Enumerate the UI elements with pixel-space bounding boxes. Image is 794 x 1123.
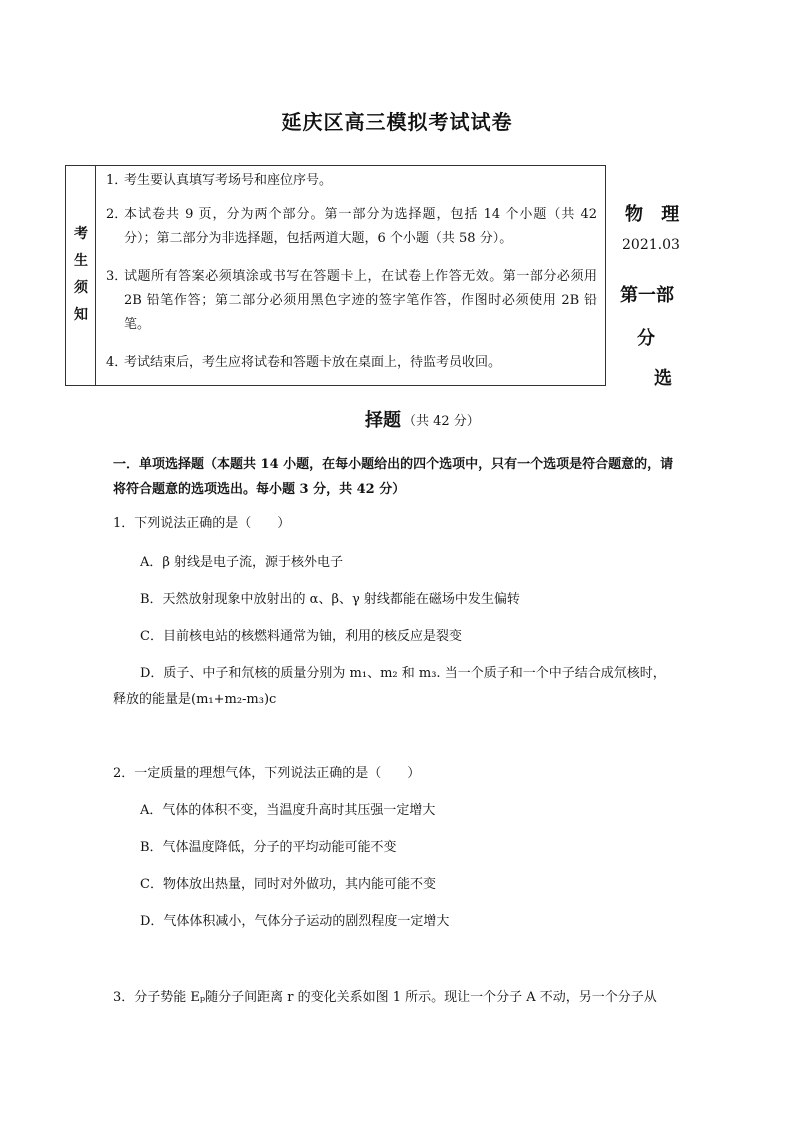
part-heading-score: （共 42 分） [403,414,480,429]
question-3-stem: 3．分子势能 Eₚ随分子间距离 r 的变化关系如图 1 所示。现让一个分子 A 不动，另一个分子从 [113,990,657,1005]
exam-title: 延庆区高三模拟考试试卷 [281,110,513,134]
question-2-option-a: A．气体的体积不变，当温度升高时其压强一定增大 [140,803,436,818]
notice-item [106,265,597,337]
notice-label-char: 知 [74,307,88,323]
notice-item [106,351,597,375]
notice-item-text: 本试卷共 9 页，分为两个部分。第一部分为选择题，包括 14 个小题（共 42 分）；第二部分为非选择题，包括两道大题，6 个小题（共 58 分）。 [124,207,597,246]
notice-item-text: 试题所有答案必须填涂或书写在答题卡上，在试卷上作答无效。第一部分必须用 2B 铅笔作答；第二部分必须用黑色字迹的签字笔作答，作图时必须使用 2B 铅笔。 [124,269,597,332]
part-heading-line: 分 [637,328,655,349]
notice-item [106,169,597,193]
question-1-stem: 1．下列说法正确的是（ ） [113,516,291,531]
candidate-notice-box [65,165,606,386]
part-heading-line: 第一部 [620,285,674,306]
part-heading-line: 择题 [365,410,401,431]
notice-label [66,166,96,385]
notice-item [106,203,597,251]
notice-item-number: 3． [106,269,128,284]
notice-item-text: 考试结束后，考生应将试卷和答题卡放在桌面上，待监考员收回。 [124,355,502,370]
question-1-option-d: D．质子、中子和氘核的质量分别为 m₁、m₂ 和 m₃. 当一个质子和一个中子结合成氘核时， [140,666,666,681]
question-2-option-b: B．气体温度降低，分子的平均动能可能不变 [140,840,397,855]
question-1-option-a: A．β 射线是电子流，源于核外电子 [140,555,344,570]
notice-item-number: 1． [106,173,128,188]
question-2-option-d: D．气体体积减小，气体分子运动的剧烈程度一定增大 [140,914,450,929]
notice-item-text: 考生要认真填写考场号和座位序号。 [124,173,333,188]
notice-item-number: 4． [106,355,128,370]
exam-date: 2021.03 [622,237,680,253]
notice-label-char: 考 [74,226,88,242]
question-2-option-c: C．物体放出热量，同时对外做功，其内能可能不变 [140,877,436,892]
section-instructions: 一．单项选择题（本题共 14 小题，在每小题给出的四个选项中，只有一个选项是符合题意的，请将符合题意的选项选出。每小题 3 分，共 42 分） [113,457,674,497]
question-1-option-d-continued: 释放的能量是(m₁+m₂-m₃)c [113,692,277,707]
question-2-stem: 2．一定质量的理想气体，下列说法正确的是（ ） [113,766,421,781]
question-1-option-b: B．天然放射现象中放射出的 α、β、γ 射线都能在磁场中发生偏转 [140,592,520,607]
notice-label-char: 须 [74,280,88,296]
notice-label-char: 生 [74,253,88,269]
notice-item-number: 2． [106,207,128,222]
subject-label: 物 理 [625,204,686,225]
part-heading-line: 选 [654,368,672,389]
question-1-option-c: C．目前核电站的核燃料通常为铀，利用的核反应是裂变 [140,629,462,644]
